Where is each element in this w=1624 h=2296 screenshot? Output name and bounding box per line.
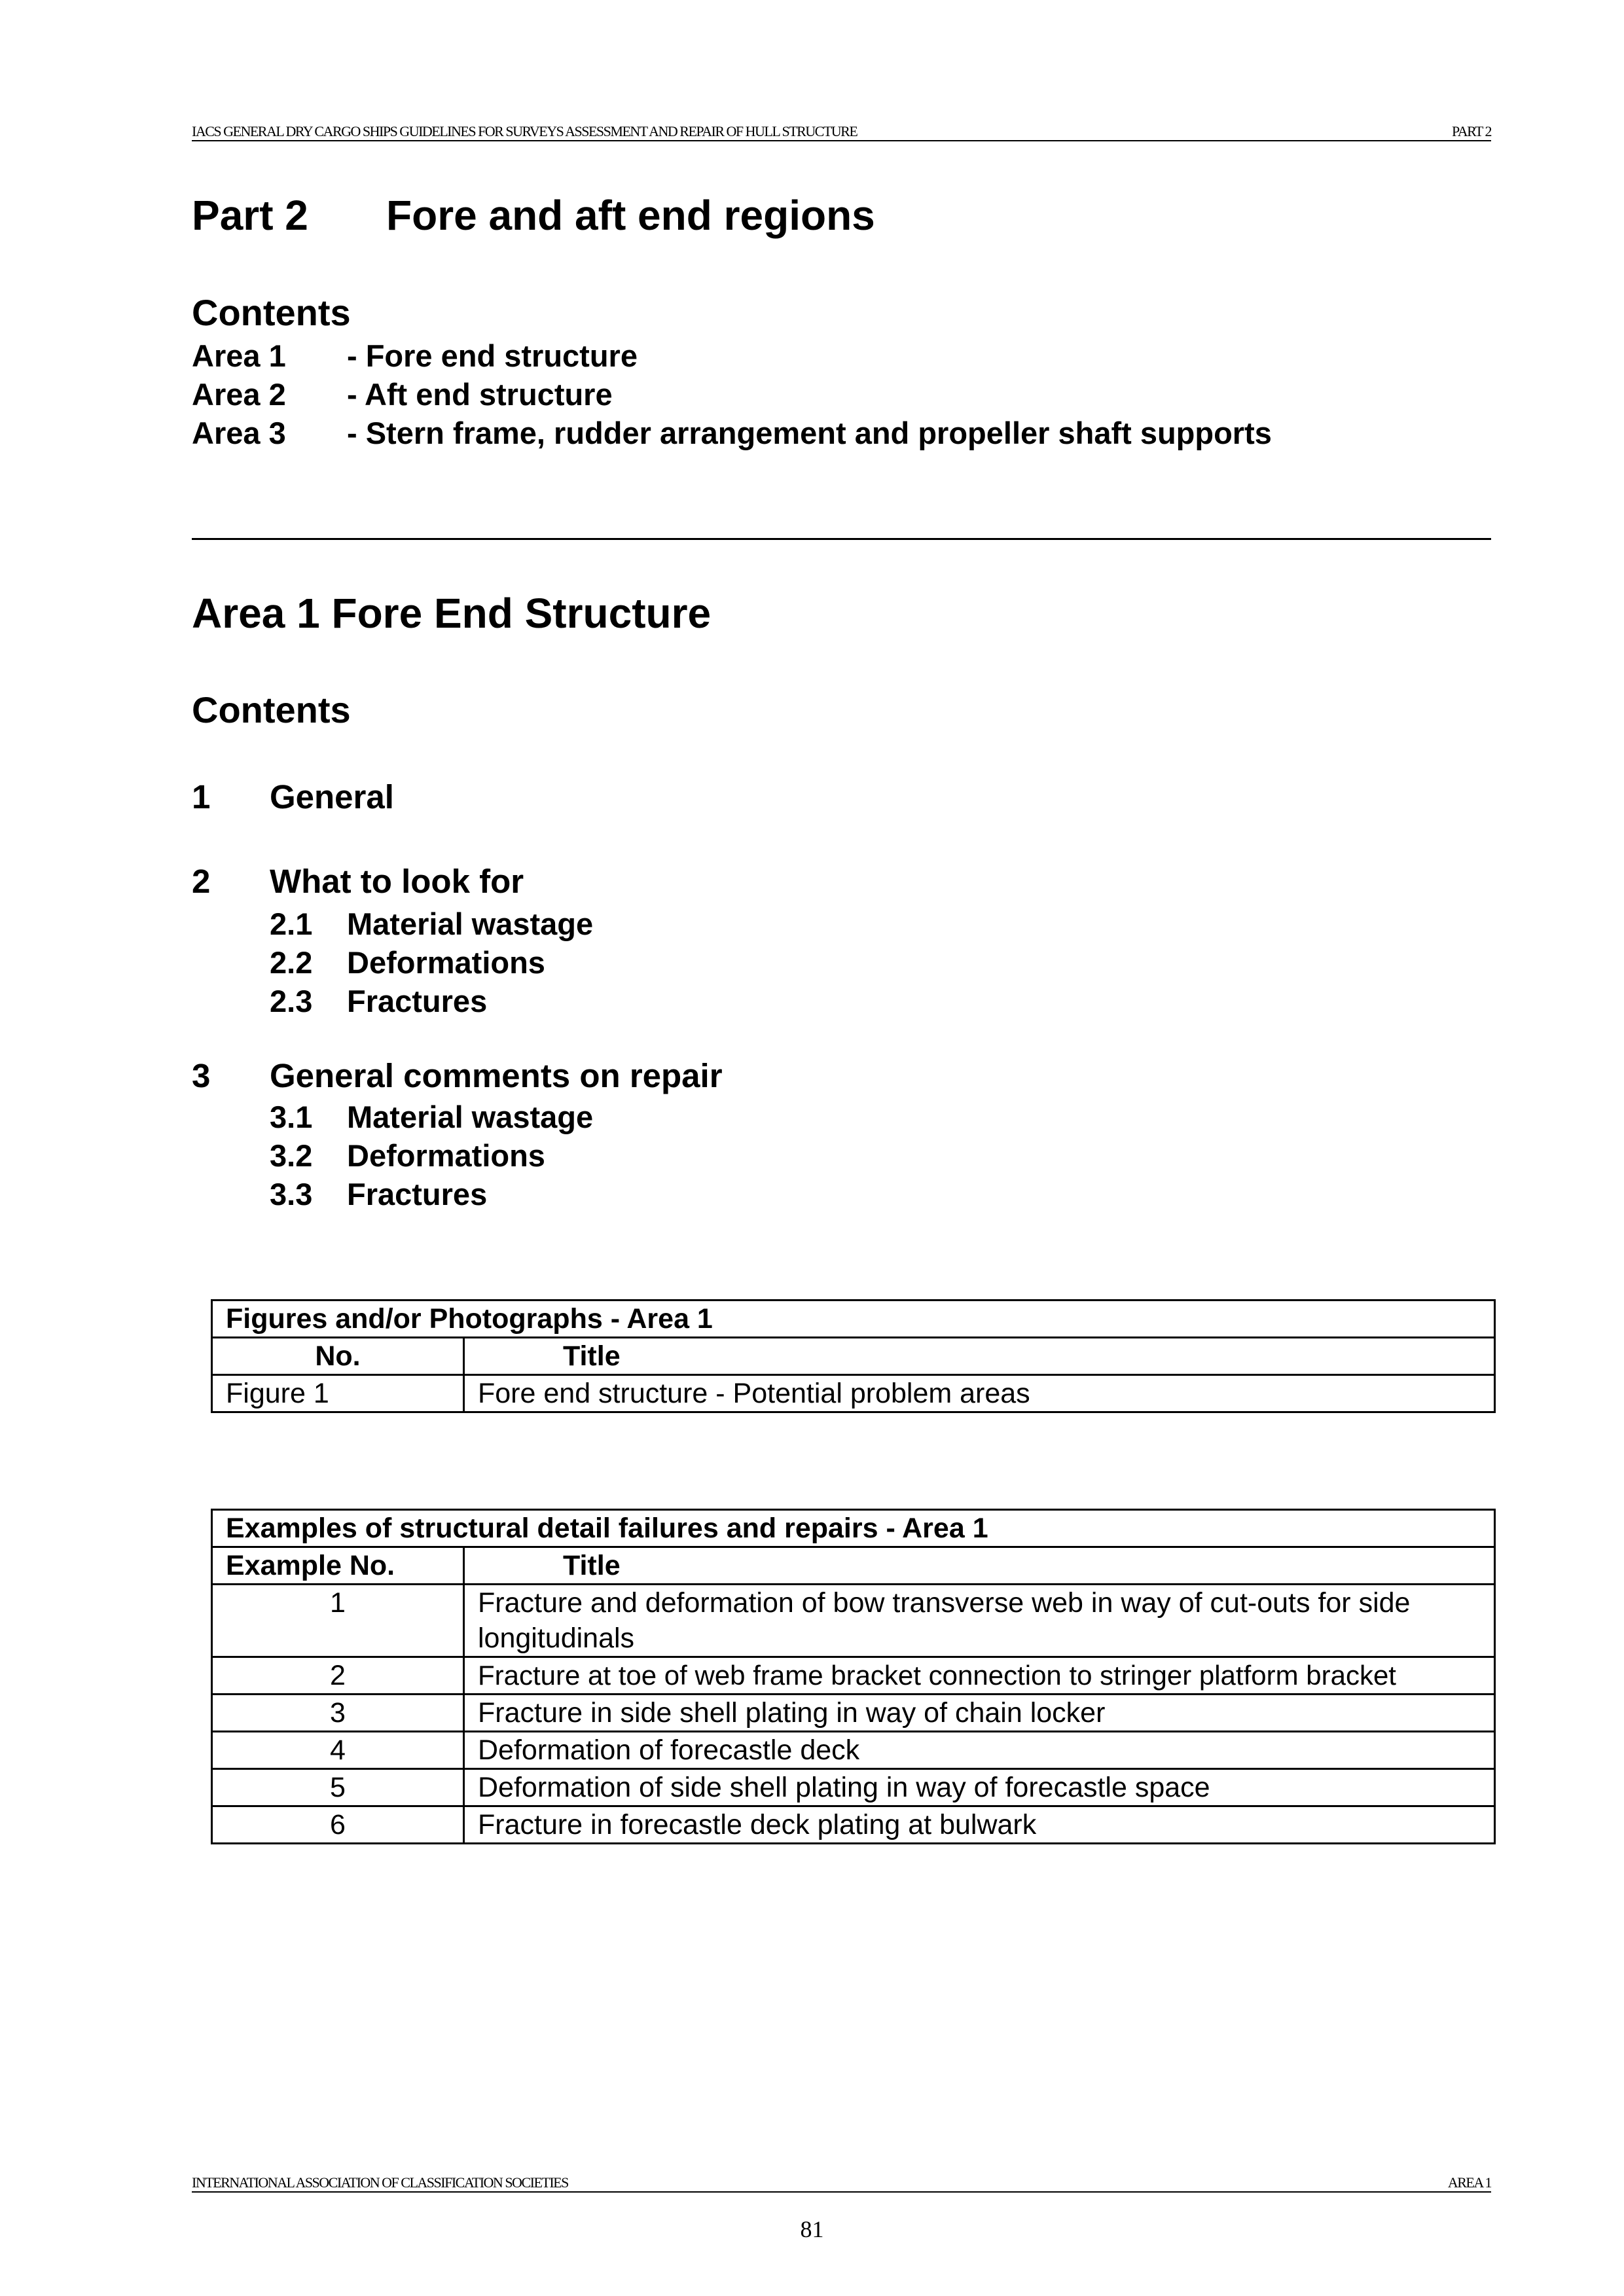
running-header-title: IACS GENERAL DRY CARGO SHIPS GUIDELINES FOR SURVEYS ASSESSMENT AND REPAIR OF HULL STRUCTURE <box>192 123 857 139</box>
toc-subsection-title: Deformations <box>347 945 545 980</box>
table-row <box>212 1585 1495 1657</box>
part-contents-area-label: Area 2 <box>192 377 286 412</box>
toc-subsection-title: Deformations <box>347 1138 545 1173</box>
toc-subsection-number: 2.3 <box>270 984 313 1018</box>
example-number-cell: 1 <box>212 1585 464 1657</box>
part-contents-heading: Contents <box>192 292 351 333</box>
example-title-cell: Fracture in forecastle deck plating at bulwark <box>464 1806 1495 1844</box>
column-header-title: Title <box>464 1547 1495 1585</box>
example-title-cell: Fracture in side shell plating in way of chain locker <box>464 1695 1495 1732</box>
running-header-part: PART 2 <box>1452 123 1491 139</box>
footer-area: AREA 1 <box>1447 2174 1491 2191</box>
toc-subsection-number: 3.3 <box>270 1177 313 1211</box>
table-header-row <box>212 1547 1495 1585</box>
table-row <box>212 1806 1495 1844</box>
part-contents-area-label: Area 3 <box>192 416 286 450</box>
part-title: Fore and aft end regions <box>386 192 875 239</box>
table-caption-row <box>212 1510 1495 1547</box>
part-contents-area-label: Area 1 <box>192 338 286 373</box>
example-number-cell: 5 <box>212 1769 464 1806</box>
table-caption-row <box>212 1300 1495 1338</box>
toc-section-title: What to look for <box>270 863 524 900</box>
toc-subsection-title: Fractures <box>347 984 488 1018</box>
example-number-cell: 3 <box>212 1695 464 1732</box>
page-number: 81 <box>800 2216 824 2242</box>
toc-section-title: General <box>270 778 394 816</box>
figure-number-cell: Figure 1 <box>212 1375 464 1412</box>
area-title: Area 1 Fore End Structure <box>192 590 712 637</box>
table-row <box>212 1657 1495 1695</box>
toc-subsection-number: 2.2 <box>270 945 313 980</box>
figures-table <box>211 1299 1496 1413</box>
part-number: Part 2 <box>192 192 308 239</box>
example-title-cell: Deformation of forecastle deck <box>464 1732 1495 1769</box>
example-title-cell: Fracture at toe of web frame bracket connection to stringer platform bracket <box>464 1657 1495 1695</box>
toc-subsection-number: 3.1 <box>270 1100 313 1134</box>
toc-subsection-title: Material wastage <box>347 1100 594 1134</box>
column-header-title: Title <box>464 1338 1495 1375</box>
part-contents-area-desc: - Fore end structure <box>347 338 638 373</box>
toc-subsection-number: 3.2 <box>270 1138 313 1173</box>
example-number-cell: 4 <box>212 1732 464 1769</box>
example-number-cell: 2 <box>212 1657 464 1695</box>
toc-subsection-title: Material wastage <box>347 906 594 941</box>
example-number-cell: 6 <box>212 1806 464 1844</box>
table-row <box>212 1695 1495 1732</box>
toc-section-title: General comments on repair <box>270 1057 723 1094</box>
toc-section-number: 3 <box>192 1057 211 1094</box>
column-header-example-no: Example No. <box>212 1547 464 1585</box>
part-contents-area-desc: - Aft end structure <box>347 377 613 412</box>
examples-table <box>211 1509 1496 1844</box>
table-header-row <box>212 1338 1495 1375</box>
example-title-cell: Fracture and deformation of bow transverse web in way of cut-outs for side longitudinals <box>464 1585 1495 1657</box>
toc-section-number: 1 <box>192 778 211 816</box>
toc-section-number: 2 <box>192 863 211 900</box>
examples-table-caption: Examples of structural detail failures and repairs - Area 1 <box>212 1510 1495 1547</box>
footer-organization: INTERNATIONAL ASSOCIATION OF CLASSIFICATION SOCIETIES <box>192 2174 568 2191</box>
toc-subsection-number: 2.1 <box>270 906 313 941</box>
footer-rule <box>192 2191 1491 2193</box>
table-row <box>212 1375 1495 1412</box>
section-divider <box>192 538 1491 540</box>
column-header-no: No. <box>212 1338 464 1375</box>
part-contents-area-desc: - Stern frame, rudder arrangement and propeller shaft supports <box>347 416 1272 450</box>
figures-table-caption: Figures and/or Photographs - Area 1 <box>212 1300 1495 1338</box>
figure-title-cell: Fore end structure - Potential problem areas <box>464 1375 1495 1412</box>
table-row <box>212 1769 1495 1806</box>
area-contents-heading: Contents <box>192 689 351 730</box>
toc-subsection-title: Fractures <box>347 1177 488 1211</box>
header-rule <box>192 140 1491 141</box>
table-row <box>212 1732 1495 1769</box>
example-title-cell: Deformation of side shell plating in way of forecastle space <box>464 1769 1495 1806</box>
